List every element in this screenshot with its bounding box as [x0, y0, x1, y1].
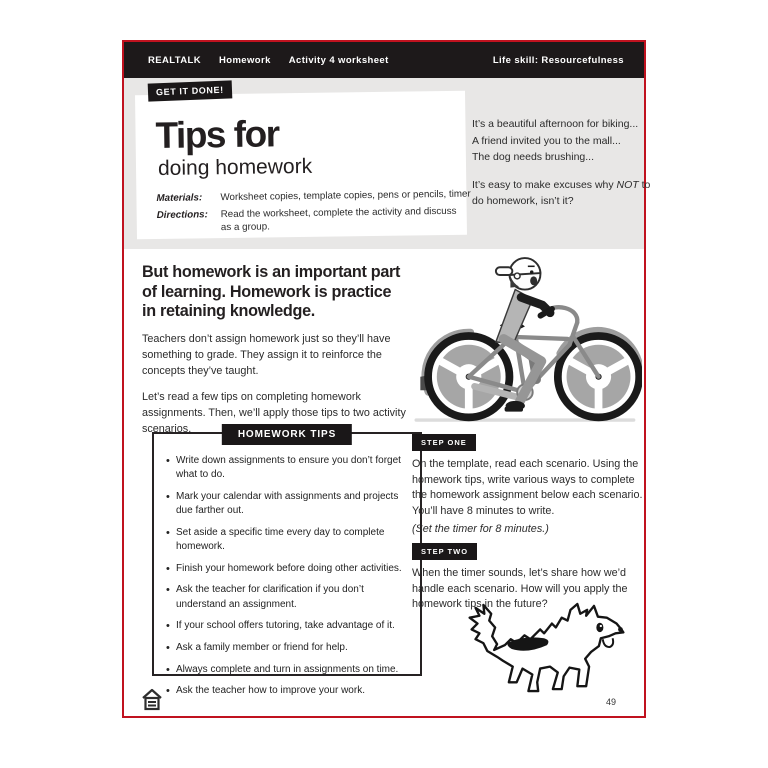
directions-value: Read the worksheet, complete the activity and discuss as a group. [220, 205, 457, 234]
intro-line-1: It’s a beautiful afternoon for biking... [472, 118, 639, 130]
materials-value: Worksheet copies, template copies, pens or pencils, timer [220, 188, 471, 204]
tip-item: • Ask the teacher how to improve your work. [166, 684, 414, 698]
body-paragraph-1: Teachers don’t assign homework just so they’ll have something to grade. They assign it to reinforce the concepts they’ve taught. [142, 333, 391, 377]
intro-paragraph-2 [472, 177, 652, 210]
boy-on-bicycle-illustration [404, 245, 642, 429]
homework-tips-title: HOMEWORK TIPS [222, 424, 352, 445]
intro-paragraph-1 [472, 116, 652, 166]
nav-item-homework: Homework [218, 54, 271, 66]
worksheet-page [122, 40, 651, 718]
get-it-done-badge: GET IT DONE! [148, 80, 232, 101]
tip-item: • Set aside a specific time every day to complete homework. [166, 526, 414, 554]
nav-item-activity: Activity 4 worksheet [288, 54, 389, 66]
page-title: Tips for [155, 113, 279, 157]
tip-item: • Ask the teacher for clarification if you don’t understand an assignment. [166, 583, 414, 611]
step-one-text: On the template, read each scenario. Using the homework tips, write various ways to complete the homework assignment below each scenario. You’ll have 8 minutes to write. [412, 458, 643, 517]
header-bar [124, 42, 644, 78]
tip-item: • Write down assignments to ensure you don’t forget what to do. [166, 454, 414, 482]
tip-item: • Finish your homework before doing other activities. [166, 562, 414, 576]
materials-label: Materials: [156, 192, 203, 205]
step-one-badge: STEP ONE [412, 434, 476, 451]
tip-item: • Mark your calendar with assignments and projects due farther out. [166, 490, 414, 518]
excuse-post: to do homework, isn’t it? [472, 178, 651, 207]
step-two-badge: STEP TWO [412, 543, 477, 560]
life-skill-label: Life skill: Resourcefulness [492, 54, 624, 66]
step-two-text: When the timer sounds, let’s share how we’d handle each scenario. How will you apply the homework tips in the future? [412, 567, 628, 611]
brand-label: REALTALK [148, 54, 201, 66]
tip-item: • If your school offers tutoring, take advantage of it. [166, 619, 414, 633]
homework-tips-list [166, 454, 414, 699]
directions-label: Directions: [156, 209, 208, 222]
lead-heading: But homework is an important part of learning. Homework is practice in retaining knowledge. [142, 263, 401, 320]
page-number: 49 [605, 697, 616, 707]
title-card [135, 91, 471, 240]
excuse-pre: It’s easy to make excuses why [472, 178, 614, 191]
tip-item: • Always complete and turn in assignments on time. [166, 663, 414, 677]
home-logo-icon [140, 687, 164, 713]
timer-note: (Set the timer for 8 minutes.) [412, 523, 549, 535]
page-subtitle: doing homework [157, 154, 313, 180]
materials-directions [156, 188, 471, 235]
intro-line-3: The dog needs brushing... [472, 151, 595, 163]
dog-illustration [454, 598, 640, 700]
intro-line-2: A friend invited you to the mall... [472, 134, 621, 147]
tip-item: • Ask a family member or friend for help. [166, 641, 414, 655]
intro-text [472, 116, 652, 210]
homework-tips-box [152, 429, 422, 697]
body-paragraph-2: Let’s read a few tips on completing homework assignments. Then, we’ll apply those tips to two activity scenarios. [142, 391, 406, 435]
excuse-emphasis: NOT [616, 178, 639, 191]
